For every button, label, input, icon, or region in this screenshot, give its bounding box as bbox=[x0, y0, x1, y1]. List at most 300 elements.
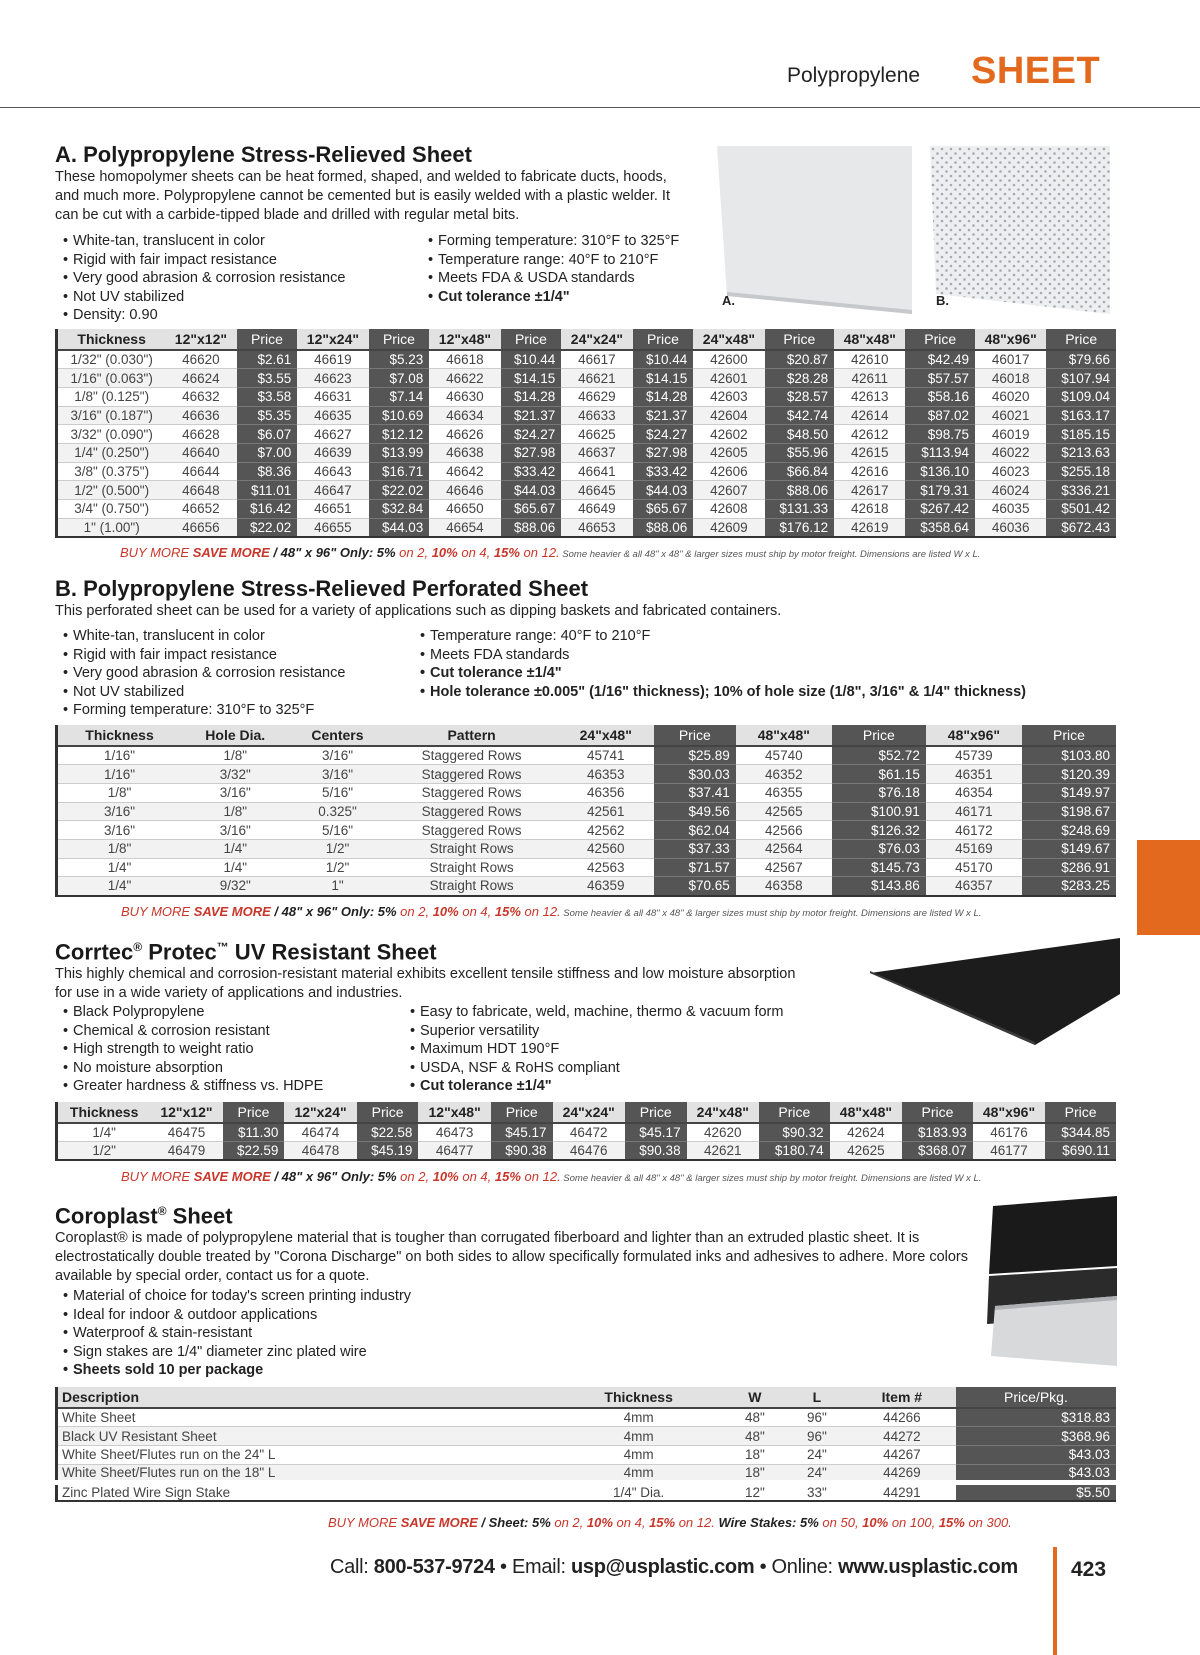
table-cell: 44266 bbox=[848, 1408, 956, 1427]
table-cell: 4mm bbox=[553, 1445, 723, 1464]
table-cell: 42600 bbox=[693, 350, 764, 369]
table-cell: 42565 bbox=[736, 802, 832, 821]
table-cell: $44.03 bbox=[633, 481, 694, 500]
table-cell: Staggered Rows bbox=[386, 802, 558, 821]
table-cell: $32.84 bbox=[369, 500, 430, 519]
table-cell: $42.74 bbox=[765, 406, 835, 425]
table-cell: 46650 bbox=[429, 500, 500, 519]
table-cell: 1/16" bbox=[57, 746, 182, 765]
table-cell: 42601 bbox=[693, 369, 764, 388]
table-cell: 42603 bbox=[693, 387, 764, 406]
section-b-table-wrap bbox=[55, 725, 1116, 897]
table-cell: $149.97 bbox=[1022, 783, 1116, 802]
bullet-item: • Forming temperature: 310°F to 325°F bbox=[428, 232, 679, 251]
table-cell: 42611 bbox=[834, 369, 905, 388]
table-cell: Staggered Rows bbox=[386, 746, 558, 765]
table-cell: 42609 bbox=[693, 518, 764, 537]
column-header: 48"x48" bbox=[830, 1102, 902, 1123]
table-cell: 46654 bbox=[429, 518, 500, 537]
table-cell: 1/4" Dia. bbox=[553, 1483, 723, 1502]
bullet-item: • Cut tolerance ±1/4" bbox=[420, 664, 1026, 683]
table-cell: Staggered Rows bbox=[386, 783, 558, 802]
table-cell: 42604 bbox=[693, 406, 764, 425]
column-header: Price bbox=[905, 329, 975, 350]
table-cell: $286.91 bbox=[1022, 858, 1116, 877]
section-b-buy-more: BUY MORE SAVE MORE / 48" x 96" Only: 5% on 2, 10% on 4, 15% on 12. Some heavier & all 48" x 48" & larger sizes must ship by motor freight. Dimensions are listed W x L. bbox=[121, 904, 982, 919]
table-cell: $109.04 bbox=[1046, 387, 1116, 406]
table-row bbox=[57, 802, 1117, 821]
section-b-price-table bbox=[55, 725, 1116, 897]
section-c-title: Corrtec® Protec™ UV Resistant Sheet bbox=[55, 939, 437, 965]
column-header: Price bbox=[832, 725, 926, 746]
table-cell: 45739 bbox=[926, 746, 1022, 765]
table-row bbox=[57, 877, 1117, 896]
bullet-item: • Forming temperature: 310°F to 325°F bbox=[63, 701, 345, 720]
table-cell: $43.03 bbox=[956, 1445, 1116, 1464]
table-cell: 44291 bbox=[848, 1483, 956, 1502]
table-cell: 46651 bbox=[297, 500, 368, 519]
section-b-title: B. Polypropylene Stress-Relieved Perforated Sheet bbox=[55, 576, 589, 601]
table-cell: 46633 bbox=[561, 406, 632, 425]
black-sheet-image bbox=[870, 938, 1120, 1045]
table-cell: Staggered Rows bbox=[386, 765, 558, 784]
table-cell: 42618 bbox=[834, 500, 905, 519]
table-cell: $672.43 bbox=[1046, 518, 1116, 537]
table-cell: 46618 bbox=[429, 350, 500, 369]
column-header: 12"x12" bbox=[165, 329, 236, 350]
table-cell: 24" bbox=[786, 1445, 848, 1464]
table-cell: $358.64 bbox=[905, 518, 975, 537]
table-cell: $179.31 bbox=[905, 481, 975, 500]
column-header: Pattern bbox=[386, 725, 558, 746]
table-cell: 46476 bbox=[553, 1142, 625, 1161]
table-cell: $43.03 bbox=[956, 1464, 1116, 1483]
table-cell: 46351 bbox=[926, 765, 1022, 784]
header-subtitle: Polypropylene bbox=[787, 64, 921, 87]
column-header: 48"x96" bbox=[973, 1102, 1045, 1123]
table-cell: 46479 bbox=[150, 1142, 222, 1161]
table-cell: $28.57 bbox=[765, 387, 835, 406]
table-cell: $27.98 bbox=[633, 443, 694, 462]
table-cell: 46021 bbox=[975, 406, 1046, 425]
table-cell: 42619 bbox=[834, 518, 905, 537]
table-cell: $10.44 bbox=[633, 350, 694, 369]
table-cell: 1/4" bbox=[57, 858, 182, 877]
bullet-item: • Very good abrasion & corrosion resistance bbox=[63, 664, 345, 683]
bullet-item: • Cut tolerance ±1/4" bbox=[428, 288, 679, 307]
table-cell: 1/2" bbox=[57, 1142, 151, 1161]
section-a-bullets-right bbox=[428, 232, 679, 306]
table-cell: $33.42 bbox=[501, 462, 562, 481]
table-cell: 42605 bbox=[693, 443, 764, 462]
table-cell: $65.67 bbox=[633, 500, 694, 519]
table-cell: 3/32" bbox=[181, 765, 289, 784]
table-cell: $25.89 bbox=[654, 746, 736, 765]
table-cell: 42560 bbox=[558, 839, 654, 858]
column-header: Price bbox=[902, 1102, 973, 1123]
bullet-item: • Density: 0.90 bbox=[63, 306, 345, 325]
table-cell: $55.96 bbox=[765, 443, 835, 462]
table-cell: 46355 bbox=[736, 783, 832, 802]
table-cell: 46655 bbox=[297, 518, 368, 537]
column-header: Price bbox=[491, 1102, 553, 1123]
table-cell: $45.17 bbox=[491, 1123, 553, 1142]
table-cell: 3/16" bbox=[57, 802, 182, 821]
table-cell: 0.325" bbox=[289, 802, 385, 821]
table-cell: 46356 bbox=[558, 783, 654, 802]
table-cell: $71.57 bbox=[654, 858, 736, 877]
column-header: Price bbox=[357, 1102, 419, 1123]
table-cell: 1/32" (0.030") bbox=[57, 350, 166, 369]
column-header: Centers bbox=[289, 725, 385, 746]
bullet-item: • No moisture absorption bbox=[63, 1059, 323, 1078]
table-cell: 3/16" bbox=[289, 765, 385, 784]
header-title: SHEET bbox=[971, 50, 1101, 92]
table-cell: $88.06 bbox=[765, 481, 835, 500]
table-cell: $21.37 bbox=[501, 406, 562, 425]
bullet-item: • Temperature range: 40°F to 210°F bbox=[420, 627, 1026, 646]
table-row bbox=[57, 462, 1117, 481]
table-cell: 1/16" bbox=[57, 765, 182, 784]
table-cell: $44.03 bbox=[369, 518, 430, 537]
table-cell: $185.15 bbox=[1046, 425, 1116, 444]
column-header: Item # bbox=[848, 1387, 956, 1408]
table-cell: $22.02 bbox=[237, 518, 298, 537]
table-cell: $113.94 bbox=[905, 443, 975, 462]
bullet-item: • Maximum HDT 190°F bbox=[410, 1040, 783, 1059]
table-cell: 46359 bbox=[558, 877, 654, 896]
table-cell: 46629 bbox=[561, 387, 632, 406]
column-header: Price bbox=[369, 329, 430, 350]
column-header: 12"x48" bbox=[429, 329, 500, 350]
bullet-item: • USDA, NSF & RoHS compliant bbox=[410, 1059, 783, 1078]
table-cell: 3/16" bbox=[181, 783, 289, 802]
table-cell: Straight Rows bbox=[386, 839, 558, 858]
image-label-a: A. bbox=[722, 293, 735, 308]
table-cell: 18" bbox=[724, 1464, 786, 1483]
table-row bbox=[57, 443, 1117, 462]
table-cell: 42615 bbox=[834, 443, 905, 462]
table-cell: 46620 bbox=[165, 350, 236, 369]
table-cell: $24.27 bbox=[501, 425, 562, 444]
table-row bbox=[57, 1123, 1117, 1142]
table-cell: 5/16" bbox=[289, 783, 385, 802]
column-header: 24"x24" bbox=[561, 329, 632, 350]
table-cell: 46023 bbox=[975, 462, 1046, 481]
column-header: 48"x48" bbox=[736, 725, 832, 746]
table-cell: 46020 bbox=[975, 387, 1046, 406]
table-cell: $27.98 bbox=[501, 443, 562, 462]
table-cell: 46630 bbox=[429, 387, 500, 406]
page-header bbox=[0, 0, 1200, 108]
column-header: L bbox=[786, 1387, 848, 1408]
table-header-row bbox=[57, 1102, 1117, 1123]
table-cell: 3/16" bbox=[181, 821, 289, 840]
table-row bbox=[57, 858, 1117, 877]
table-cell: 46619 bbox=[297, 350, 368, 369]
table-cell: $79.66 bbox=[1046, 350, 1116, 369]
table-cell: 42614 bbox=[834, 406, 905, 425]
side-tab bbox=[1137, 840, 1200, 935]
table-cell: 42624 bbox=[830, 1123, 902, 1142]
table-cell: $7.08 bbox=[369, 369, 430, 388]
table-cell: $136.10 bbox=[905, 462, 975, 481]
table-cell: $183.93 bbox=[902, 1123, 973, 1142]
table-cell: $16.42 bbox=[237, 500, 298, 519]
table-cell: 4mm bbox=[553, 1427, 723, 1446]
table-cell: $5.23 bbox=[369, 350, 430, 369]
section-b-bullets-right bbox=[420, 627, 1026, 701]
table-cell: 1/4" bbox=[181, 839, 289, 858]
table-cell: $61.15 bbox=[832, 765, 926, 784]
bullet-item: • Rigid with fair impact resistance bbox=[63, 251, 345, 270]
table-row bbox=[57, 1427, 1117, 1446]
column-header: 24"x48" bbox=[693, 329, 764, 350]
table-cell: 1/8" bbox=[57, 783, 182, 802]
table-cell: 44267 bbox=[848, 1445, 956, 1464]
table-cell: $149.67 bbox=[1022, 839, 1116, 858]
bullet-item: • Meets FDA standards bbox=[420, 646, 1026, 665]
table-cell: 1/2" (0.500") bbox=[57, 481, 166, 500]
perforated-sheet-image bbox=[930, 146, 1110, 314]
section-d-description: Coroplast® is made of polypropylene material that is tougher than corrugated fiberboard and lighter than an extruded plastic sheet. It is electrostatically double treated by "Corona Discharge" on both sides to allow specifically formulated inks and adhesives to adhere. More colors available by special order, contact us for a quote. bbox=[55, 1230, 968, 1285]
table-cell: 46643 bbox=[297, 462, 368, 481]
bullet-item: • Very good abrasion & corrosion resistance bbox=[63, 269, 345, 288]
table-cell: 1/4" (0.250") bbox=[57, 443, 166, 462]
table-cell: $57.57 bbox=[905, 369, 975, 388]
table-cell: 46636 bbox=[165, 406, 236, 425]
section-a-buy-more: BUY MORE SAVE MORE / 48" x 96" Only: 5% on 2, 10% on 4, 15% on 12. Some heavier & all 48" x 48" & larger sizes must ship by motor freight. Dimensions are listed W x L. bbox=[120, 545, 981, 560]
column-header: Thickness bbox=[553, 1387, 723, 1408]
table-header-row bbox=[57, 1387, 1117, 1408]
column-header: Price bbox=[237, 329, 298, 350]
table-cell: $49.56 bbox=[654, 802, 736, 821]
column-header: Price/Pkg. bbox=[956, 1387, 1116, 1408]
table-cell: 42563 bbox=[558, 858, 654, 877]
bullet-item: • High strength to weight ratio bbox=[63, 1040, 323, 1059]
section-d bbox=[55, 1198, 1116, 1286]
table-cell: $126.32 bbox=[832, 821, 926, 840]
table-cell: 46628 bbox=[165, 425, 236, 444]
section-b bbox=[55, 576, 1116, 621]
table-cell: 12" bbox=[724, 1483, 786, 1502]
table-cell: 1/4" bbox=[57, 877, 182, 896]
table-cell: $3.55 bbox=[237, 369, 298, 388]
table-cell: $14.15 bbox=[633, 369, 694, 388]
bullet-item: • Not UV stabilized bbox=[63, 683, 345, 702]
section-d-price-table bbox=[55, 1387, 1116, 1502]
bullet-item: • Waterproof & stain-resistant bbox=[63, 1324, 411, 1343]
table-cell: 46644 bbox=[165, 462, 236, 481]
table-cell: $8.36 bbox=[237, 462, 298, 481]
table-cell: 45170 bbox=[926, 858, 1022, 877]
bullet-item: • Not UV stabilized bbox=[63, 288, 345, 307]
table-cell: $344.85 bbox=[1045, 1123, 1116, 1142]
table-row bbox=[57, 765, 1117, 784]
table-row bbox=[57, 500, 1117, 519]
table-cell: 1/4" bbox=[57, 1123, 151, 1142]
table-cell: Straight Rows bbox=[386, 858, 558, 877]
table-row bbox=[57, 1464, 1117, 1483]
column-header: 12"x48" bbox=[418, 1102, 490, 1123]
column-header: Hole Dia. bbox=[181, 725, 289, 746]
section-a-bullets-left bbox=[63, 232, 345, 325]
table-cell: $176.12 bbox=[765, 518, 835, 537]
table-cell: 46625 bbox=[561, 425, 632, 444]
bullet-item: • Material of choice for today's screen printing industry bbox=[63, 1287, 411, 1306]
table-cell: $24.27 bbox=[633, 425, 694, 444]
table-cell: $90.38 bbox=[625, 1142, 687, 1161]
bullet-item: • White-tan, translucent in color bbox=[63, 627, 345, 646]
table-cell: 46022 bbox=[975, 443, 1046, 462]
section-c-price-table bbox=[55, 1102, 1116, 1161]
section-a-table-wrap bbox=[55, 329, 1116, 538]
table-header-row bbox=[57, 329, 1117, 350]
table-cell: 46172 bbox=[926, 821, 1022, 840]
table-cell: 46635 bbox=[297, 406, 368, 425]
table-row bbox=[57, 350, 1117, 369]
section-c-bullets-right bbox=[410, 1003, 783, 1096]
column-header: Price bbox=[765, 329, 835, 350]
table-cell: 3/8" (0.375") bbox=[57, 462, 166, 481]
table-cell: 42616 bbox=[834, 462, 905, 481]
table-cell: $52.72 bbox=[832, 746, 926, 765]
column-header: Thickness bbox=[57, 1102, 151, 1123]
table-row bbox=[57, 1142, 1117, 1161]
section-b-description: This perforated sheet can be used for a variety of applications such as dipping baskets and fabricated containers. bbox=[55, 603, 782, 619]
table-cell: $283.25 bbox=[1022, 877, 1116, 896]
table-cell: $88.06 bbox=[501, 518, 562, 537]
table-cell: 1/16" (0.063") bbox=[57, 369, 166, 388]
table-cell: 46472 bbox=[553, 1123, 625, 1142]
table-cell: 42612 bbox=[834, 425, 905, 444]
bullet-item: • Cut tolerance ±1/4" bbox=[410, 1077, 783, 1096]
table-cell: $5.50 bbox=[956, 1483, 1116, 1502]
table-cell: $13.99 bbox=[369, 443, 430, 462]
table-cell: 46645 bbox=[561, 481, 632, 500]
footer-phone[interactable]: 800-537-9724 bbox=[373, 1556, 495, 1578]
table-cell: 46019 bbox=[975, 425, 1046, 444]
table-cell: 45741 bbox=[558, 746, 654, 765]
footer-contact: Call: 800-537-9724 • Email: usp@usplastic.com • Online: www.usplastic.com bbox=[330, 1556, 1018, 1578]
table-cell: 3/16" (0.187") bbox=[57, 406, 166, 425]
table-cell: 46017 bbox=[975, 350, 1046, 369]
table-cell: 46622 bbox=[429, 369, 500, 388]
column-header: Price bbox=[223, 1102, 285, 1123]
table-cell: $318.83 bbox=[956, 1408, 1116, 1427]
table-cell: $7.14 bbox=[369, 387, 430, 406]
section-c-buy-more: BUY MORE SAVE MORE / 48" x 96" Only: 5% on 2, 10% on 4, 15% on 12. Some heavier & all 48" x 48" & larger sizes must ship by motor freight. Dimensions are listed W x L. bbox=[121, 1169, 982, 1184]
table-cell: 42613 bbox=[834, 387, 905, 406]
table-cell: $16.71 bbox=[369, 462, 430, 481]
table-cell: 44269 bbox=[848, 1464, 956, 1483]
column-header: 48"x96" bbox=[926, 725, 1022, 746]
table-cell: 46358 bbox=[736, 877, 832, 896]
table-cell: 46352 bbox=[736, 765, 832, 784]
table-cell: 4mm bbox=[553, 1408, 723, 1427]
section-d-title: Coroplast® Sheet bbox=[55, 1203, 233, 1229]
table-cell: $267.42 bbox=[905, 500, 975, 519]
bullet-item: • Black Polypropylene bbox=[63, 1003, 323, 1022]
table-cell: $30.03 bbox=[654, 765, 736, 784]
table-cell: 46652 bbox=[165, 500, 236, 519]
table-cell: 46639 bbox=[297, 443, 368, 462]
table-cell: $88.06 bbox=[633, 518, 694, 537]
table-cell: 46024 bbox=[975, 481, 1046, 500]
table-cell: $62.04 bbox=[654, 821, 736, 840]
table-cell: Black UV Resistant Sheet bbox=[57, 1427, 554, 1446]
table-cell: $120.39 bbox=[1022, 765, 1116, 784]
table-cell: 1/8" bbox=[57, 839, 182, 858]
footer-divider bbox=[1053, 1547, 1057, 1655]
table-cell: $501.42 bbox=[1046, 500, 1116, 519]
table-cell: 46621 bbox=[561, 369, 632, 388]
table-cell: $11.30 bbox=[223, 1123, 285, 1142]
table-cell: 46653 bbox=[561, 518, 632, 537]
table-cell: White Sheet bbox=[57, 1408, 554, 1427]
table-cell: $21.37 bbox=[633, 406, 694, 425]
table-cell: $248.69 bbox=[1022, 821, 1116, 840]
table-cell: 18" bbox=[724, 1445, 786, 1464]
table-cell: 96" bbox=[786, 1408, 848, 1427]
column-header: Price bbox=[654, 725, 736, 746]
bullet-item: • Superior versatility bbox=[410, 1022, 783, 1041]
table-cell: 42567 bbox=[736, 858, 832, 877]
solid-sheet-image bbox=[717, 146, 912, 314]
table-cell: 42566 bbox=[736, 821, 832, 840]
column-header: Price bbox=[759, 1102, 830, 1123]
table-cell: 46634 bbox=[429, 406, 500, 425]
table-row bbox=[57, 821, 1117, 840]
table-cell: 46637 bbox=[561, 443, 632, 462]
table-cell: 42620 bbox=[687, 1123, 759, 1142]
table-header-row bbox=[57, 725, 1117, 746]
table-cell: 9/32" bbox=[181, 877, 289, 896]
table-cell: 3/16" bbox=[289, 746, 385, 765]
table-cell: $368.96 bbox=[956, 1427, 1116, 1446]
column-header: 24"x24" bbox=[553, 1102, 625, 1123]
table-row bbox=[57, 369, 1117, 388]
table-cell: 1/2" bbox=[289, 839, 385, 858]
table-cell: $6.07 bbox=[237, 425, 298, 444]
table-cell: $42.49 bbox=[905, 350, 975, 369]
table-cell: 3/16" bbox=[57, 821, 182, 840]
table-cell: 42607 bbox=[693, 481, 764, 500]
table-cell: 46018 bbox=[975, 369, 1046, 388]
table-cell: $70.65 bbox=[654, 877, 736, 896]
footer-website-link[interactable]: www.usplastic.com bbox=[838, 1556, 1018, 1578]
table-cell: $33.42 bbox=[633, 462, 694, 481]
column-header: Thickness bbox=[57, 725, 182, 746]
table-cell: $14.28 bbox=[633, 387, 694, 406]
section-d-table-wrap bbox=[55, 1387, 1116, 1502]
table-cell: $58.16 bbox=[905, 387, 975, 406]
table-row bbox=[57, 425, 1117, 444]
column-header: 12"x24" bbox=[297, 329, 368, 350]
table-cell: 46473 bbox=[418, 1123, 490, 1142]
bullet-item: • Rigid with fair impact resistance bbox=[63, 646, 345, 665]
table-cell: $3.58 bbox=[237, 387, 298, 406]
table-cell: $76.18 bbox=[832, 783, 926, 802]
table-cell: 42562 bbox=[558, 821, 654, 840]
table-cell: 46640 bbox=[165, 443, 236, 462]
section-c-description: This highly chemical and corrosion-resistant material exhibits excellent tensile stiffness and low moisture absorption for use in a wide variety of applications and industries. bbox=[55, 966, 796, 1002]
table-cell: 42602 bbox=[693, 425, 764, 444]
table-cell: $10.69 bbox=[369, 406, 430, 425]
table-cell: $22.02 bbox=[369, 481, 430, 500]
footer-email-link[interactable]: usp@usplastic.com bbox=[570, 1556, 755, 1578]
table-row bbox=[57, 1408, 1117, 1427]
